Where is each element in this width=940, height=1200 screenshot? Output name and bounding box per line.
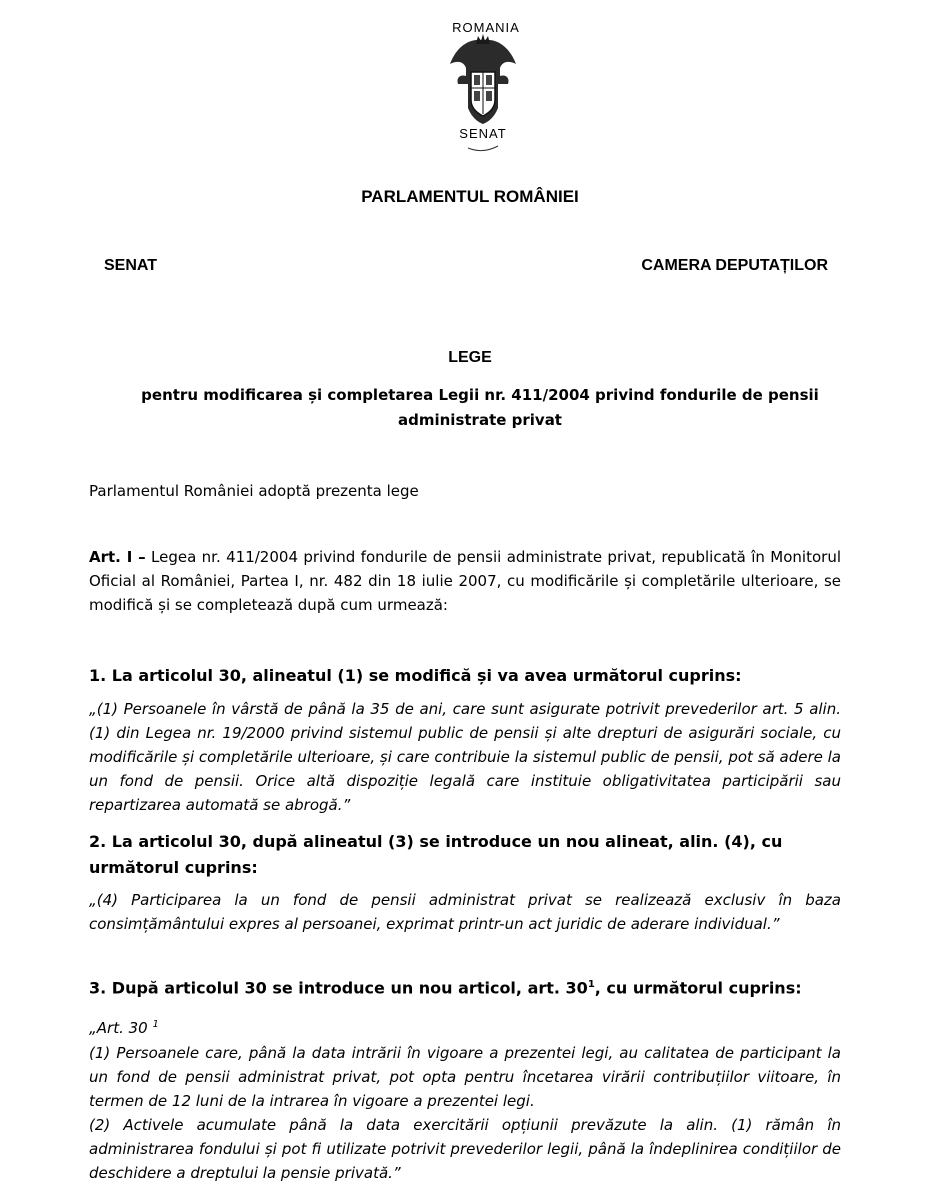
point-2-heading: 2. La articolul 30, după alineatul (3) se introduce un nou alineat, alin. (4), cu următorul cuprins: xyxy=(89,832,783,877)
law-subtitle: pentru modificarea și completarea Legii nr. 411/2004 privind fondurile de pensii administrate privat xyxy=(141,386,819,429)
point-1-quote: „(1) Persoanele în vârstă de până la 35 de ani, care sunt asigurate potrivit prevederilor art. 5 alin. (1) din Legea nr. 19/2000 privind sistemul public de pensii și alte drepturi de asigurări sociale, cu modificările și completările ulterioare, și care contribuie la sistemul public de pensii, pot să adere la un fond de pensii. Orice altă dispoziție legală care instituie obligativitatea participării sau repartizarea automată se abrogă.” xyxy=(89,700,841,814)
law-title: LEGE xyxy=(448,349,492,366)
point-3-heading-end: , cu următorul cuprins: xyxy=(594,978,802,998)
article-30-1-sup: 1 xyxy=(152,1019,159,1030)
point-3-paragraph-2: (2) Activele acumulate până la data exercitării opțiunii prevăzute la alin. (1) rămân în administrarea fondului și pot fi utilizate potrivit prevederilor legii, până la îndeplinirea condițiilor de deschidere a dreptului la pensie privată.” xyxy=(89,1116,841,1182)
adoption-statement: Parlamentul României adoptă prezenta lege xyxy=(89,482,419,500)
article-1-text: Legea nr. 411/2004 privind fondurile de pensii administrate privat, republicată în Monitorul Oficial al României, Partea I, nr. 482 din 18 iulie 2007, cu modificările și completările ulterioare, se modifică și se completează după cum urmează: xyxy=(89,548,841,614)
chamber-right: CAMERA DEPUTAȚILOR xyxy=(641,257,828,274)
crest-bottom-text: SENAT xyxy=(459,126,507,141)
point-2-quote: „(4) Participarea la un fond de pensii administrat privat se realizează exclusiv în baza consimțământului expres al persoanei, exprimat printr-un act juridic de aderare individual.” xyxy=(89,891,841,933)
point-1-heading: 1. La articolul 30, alineatul (1) se modifică și va avea următorul cuprins: xyxy=(89,666,742,685)
point-3-article-label xyxy=(89,1013,841,1040)
point-3-paragraph-1: (1) Persoanele care, până la data intrării în vigoare a prezentei legi, au calitatea de participant la un fond de pensii administrat privat, pot opta pentru încetarea virării contribuțiilor viitoare, în termen de 12 luni de la intrarea în vigoare a prezentei legi. xyxy=(89,1044,841,1110)
chamber-left: SENAT xyxy=(104,257,158,274)
article-1-label: Art. I – xyxy=(89,548,146,566)
article-1 xyxy=(89,545,841,617)
point-3-heading-text: 3. După articolul 30 se introduce un nou articol, art. 30 xyxy=(89,978,588,998)
article-30-1-label: „Art. 30 xyxy=(89,1019,148,1037)
point-3-heading-sup: 1 xyxy=(587,979,595,990)
crest-top-text: ROMANIA xyxy=(452,20,520,35)
senate-crest xyxy=(428,8,538,158)
point-3-heading xyxy=(89,972,869,1001)
parliament-title: PARLAMENTUL ROMÂNIEI xyxy=(361,187,579,206)
